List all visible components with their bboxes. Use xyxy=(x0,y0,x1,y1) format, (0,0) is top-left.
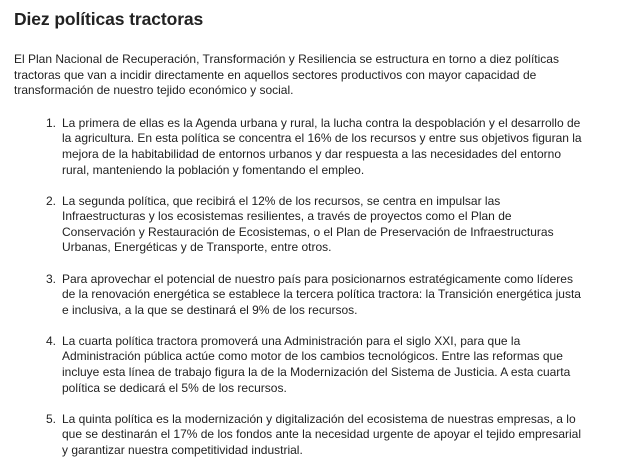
list-item xyxy=(14,334,598,396)
list-item-number: 5. xyxy=(46,411,57,426)
intro-paragraph: El Plan Nacional de Recuperación, Transformación y Resiliencia se estructura en torno a diez políticas tractoras que van a incidir directamente en aquellos sectores productivos con mayor capacidad de transformación de nuestro tejido económico y social. xyxy=(14,52,559,98)
list-item-text: La primera de ellas es la Agenda urbana y rural, la lucha contra la despoblación y el desarrollo de la agricultura. En esta política se concentra el 16% de los recursos y entre sus objetivos figuran la mejora de la habitabilidad de entornos urbanos y dar respuesta a las necesidades del entorno rural, manteniendo la población y fomentando el empleo. xyxy=(62,115,582,177)
policy-list xyxy=(14,116,598,458)
list-item xyxy=(14,194,598,256)
list-item-number: 1. xyxy=(46,115,57,130)
list-item-text: La cuarta política tractora promoverá una Administración para el siglo XXI, para que la Administración pública actúe como motor de los cambios tecnológicos. Entre las reformas que incluye esta línea de trabajo figura la de la Modernización del Sistema de Justicia. A esta cuarta política se dedicará el 5% de los recursos. xyxy=(62,333,571,395)
list-item-number: 4. xyxy=(46,333,57,348)
list-item-number: 3. xyxy=(46,271,57,286)
list-item xyxy=(14,272,598,319)
list-item-text: La segunda política, que recibirá el 12% de los recursos, se centra en impulsar las Infraestructuras y los ecosistemas resilientes, a través de proyectos como el Plan de Conservación y Restauración de Ecosistemas, o el Plan de Preservación de Infraestructuras Urbanas, Energéticas y de Transporte, entre otros. xyxy=(62,193,554,255)
page-title: Diez políticas tractoras xyxy=(14,9,204,29)
list-item-number: 2. xyxy=(46,193,57,208)
list-item xyxy=(14,412,598,458)
list-item-text: La quinta política es la modernización y digitalización del ecosistema de nuestras empresas, a lo que se destinarán el 17% de los fondos ante la necesidad urgente de apoyar el tejido empresarial y garantizar nuestra competitividad industrial. xyxy=(62,411,582,457)
list-item-text: Para aprovechar el potencial de nuestro país para posicionarnos estratégicamente como líderes de la renovación energética se establece la tercera política tractora: la Transición energética justa e inclusiva, a la que se destinará el 9% de los recursos. xyxy=(62,271,581,317)
list-item xyxy=(14,116,598,178)
